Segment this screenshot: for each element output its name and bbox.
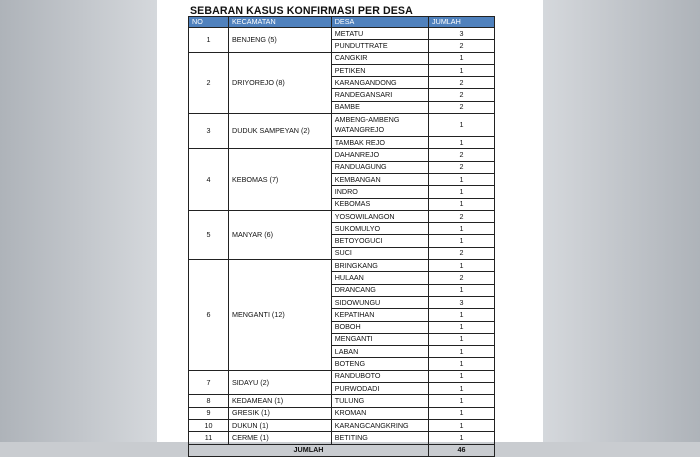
cell-no: 4	[189, 149, 229, 210]
blurred-right-background	[543, 0, 700, 442]
header-kecamatan: KECAMATAN	[229, 17, 332, 28]
cell-jumlah: 1	[429, 198, 495, 210]
cell-desa: AMBENG-AMBENG WATANGREJO	[331, 114, 428, 137]
page-title: SEBARAN KASUS KONFIRMASI PER DESA	[190, 5, 413, 17]
blurred-left-background	[0, 0, 157, 442]
cell-jumlah: 1	[429, 309, 495, 321]
cell-jumlah: 1	[429, 321, 495, 333]
cell-no: 8	[189, 395, 229, 407]
cell-desa: LABAN	[331, 346, 428, 358]
cell-jumlah: 1	[429, 432, 495, 444]
cell-jumlah: 1	[429, 52, 495, 64]
cell-kecamatan: KEDAMEAN (1)	[229, 395, 332, 407]
cell-jumlah: 1	[429, 395, 495, 407]
cell-no: 7	[189, 370, 229, 395]
cell-no: 9	[189, 407, 229, 419]
table-row	[189, 149, 495, 161]
total-value: 46	[429, 444, 495, 456]
table-row	[189, 52, 495, 64]
cell-desa: CANGKIR	[331, 52, 428, 64]
cell-no: 11	[189, 432, 229, 444]
cell-no: 1	[189, 28, 229, 53]
cell-jumlah: 1	[429, 260, 495, 272]
cell-jumlah: 1	[429, 173, 495, 185]
cell-desa: SUKOMULYO	[331, 223, 428, 235]
table-row	[189, 395, 495, 407]
cell-kecamatan: GRESIK (1)	[229, 407, 332, 419]
cell-no: 2	[189, 52, 229, 113]
cell-kecamatan: DUDUK SAMPEYAN (2)	[229, 114, 332, 149]
cell-desa: DAHANREJO	[331, 149, 428, 161]
cell-jumlah: 1	[429, 370, 495, 382]
cell-jumlah: 1	[429, 407, 495, 419]
cell-desa: RANDUAGUNG	[331, 161, 428, 173]
table-header-row	[189, 17, 495, 28]
cell-jumlah: 1	[429, 284, 495, 296]
cell-desa: KEPATIHAN	[331, 309, 428, 321]
header-no: NO	[189, 17, 229, 28]
cell-desa: KARANGANDONG	[331, 77, 428, 89]
cell-desa: METATU	[331, 28, 428, 40]
total-row	[189, 444, 495, 456]
cell-jumlah: 2	[429, 40, 495, 52]
cell-desa: PUNDUTTRATE	[331, 40, 428, 52]
cell-desa: KARANGCANGKRING	[331, 419, 428, 431]
table-row	[189, 419, 495, 431]
cell-kecamatan: DRIYOREJO (8)	[229, 52, 332, 113]
cell-desa: SIDOWUNGU	[331, 296, 428, 308]
cell-jumlah: 2	[429, 161, 495, 173]
cell-jumlah: 2	[429, 247, 495, 259]
total-label: JUMLAH	[189, 444, 429, 456]
cell-desa: TULUNG	[331, 395, 428, 407]
cell-no: 3	[189, 114, 229, 149]
cell-jumlah: 1	[429, 223, 495, 235]
cases-table	[188, 16, 495, 457]
cell-kecamatan: KEBOMAS (7)	[229, 149, 332, 210]
cell-desa: KROMAN	[331, 407, 428, 419]
table-row	[189, 407, 495, 419]
cell-jumlah: 1	[429, 64, 495, 76]
cell-jumlah: 3	[429, 296, 495, 308]
cell-jumlah: 1	[429, 114, 495, 137]
table-body	[189, 28, 495, 457]
cell-kecamatan: MANYAR (6)	[229, 210, 332, 259]
table-row	[189, 28, 495, 40]
cell-jumlah: 2	[429, 89, 495, 101]
cell-jumlah: 2	[429, 77, 495, 89]
cell-desa: PETIKEN	[331, 64, 428, 76]
cell-jumlah: 2	[429, 210, 495, 222]
table-row	[189, 114, 495, 137]
cell-jumlah: 3	[429, 28, 495, 40]
cell-desa: BOTENG	[331, 358, 428, 370]
cell-jumlah: 2	[429, 101, 495, 113]
header-desa: DESA	[331, 17, 428, 28]
cell-desa: BETITING	[331, 432, 428, 444]
cell-kecamatan: CERME (1)	[229, 432, 332, 444]
cell-jumlah: 1	[429, 186, 495, 198]
cell-no: 6	[189, 260, 229, 371]
table-row	[189, 210, 495, 222]
cell-jumlah: 2	[429, 149, 495, 161]
cell-desa: YOSOWILANGON	[331, 210, 428, 222]
cell-desa: MENGANTI	[331, 333, 428, 345]
cell-kecamatan: DUKUN (1)	[229, 419, 332, 431]
cell-desa: BOBOH	[331, 321, 428, 333]
document-page	[157, 0, 543, 455]
cell-desa: BRINGKANG	[331, 260, 428, 272]
cell-jumlah: 1	[429, 333, 495, 345]
cell-desa: RANDUBOTO	[331, 370, 428, 382]
cell-desa: DRANCANG	[331, 284, 428, 296]
table-row	[189, 370, 495, 382]
cell-no: 5	[189, 210, 229, 259]
cell-no: 10	[189, 419, 229, 431]
cell-jumlah: 1	[429, 383, 495, 395]
table-row	[189, 432, 495, 444]
cell-desa: HULAAN	[331, 272, 428, 284]
cell-desa: BETOYOGUCI	[331, 235, 428, 247]
cell-desa: BAMBE	[331, 101, 428, 113]
cell-desa: INDRO	[331, 186, 428, 198]
cell-desa: RANDEGANSARI	[331, 89, 428, 101]
cell-kecamatan: BENJENG (5)	[229, 28, 332, 53]
cell-kecamatan: SIDAYU (2)	[229, 370, 332, 395]
cell-desa: SUCI	[331, 247, 428, 259]
cell-jumlah: 2	[429, 272, 495, 284]
cell-desa: PURWODADI	[331, 383, 428, 395]
cell-jumlah: 1	[429, 358, 495, 370]
cell-desa: KEMBANGAN	[331, 173, 428, 185]
header-jumlah: JUMLAH	[429, 17, 495, 28]
table-row	[189, 260, 495, 272]
cell-jumlah: 1	[429, 137, 495, 149]
cell-jumlah: 1	[429, 235, 495, 247]
cell-desa: KEBOMAS	[331, 198, 428, 210]
cell-jumlah: 1	[429, 419, 495, 431]
cell-jumlah: 1	[429, 346, 495, 358]
cell-desa: TAMBAK REJO	[331, 137, 428, 149]
cell-kecamatan: MENGANTI (12)	[229, 260, 332, 371]
